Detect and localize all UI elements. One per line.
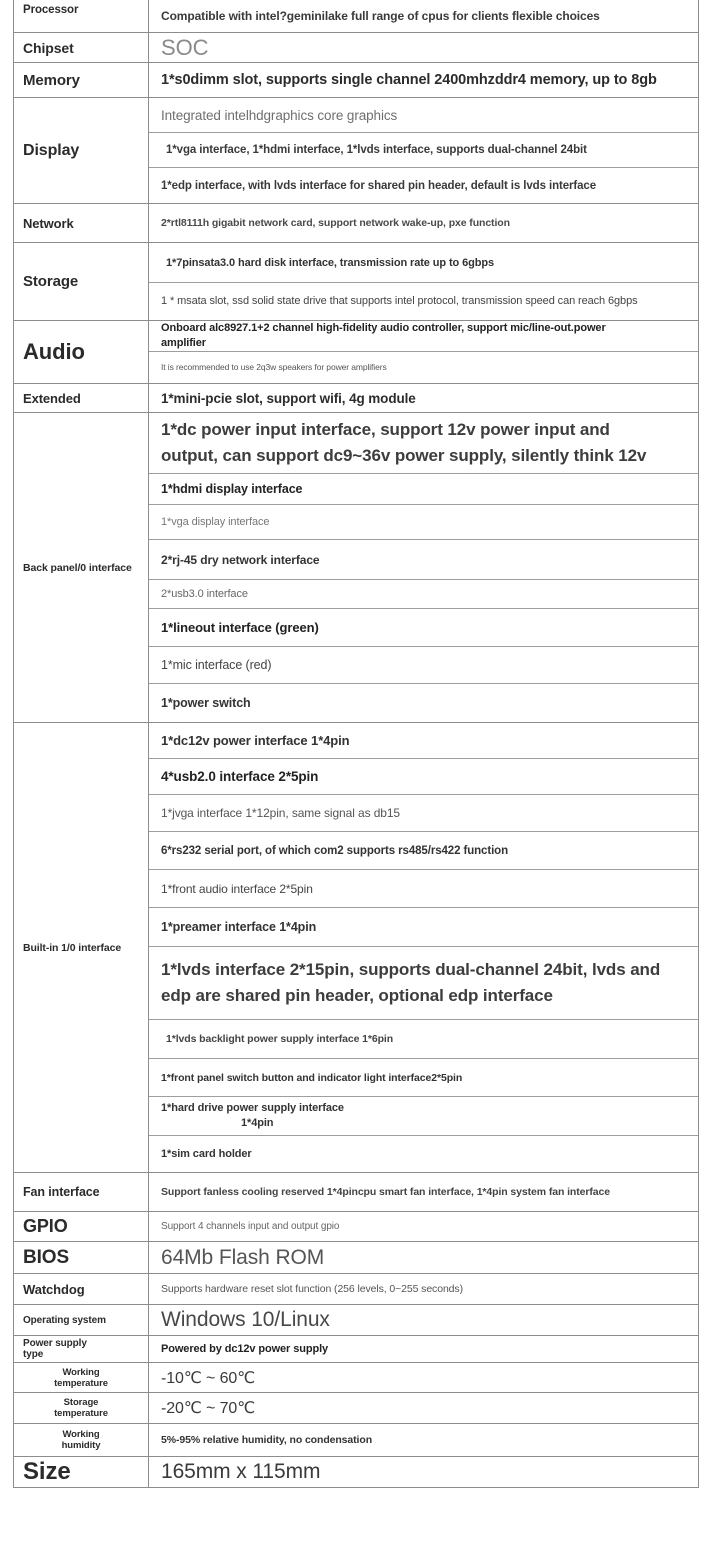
value-display-edp: 1*edp interface, with lvds interface for shared pin header, default is lvds interface (161, 179, 597, 192)
value-bi-preamer: 1*preamer interface 1*4pin (149, 908, 698, 947)
value-extended: 1*mini-pcie slot, support wifi, 4g module (161, 390, 416, 406)
label-storage-temp: Storage temperature (14, 1393, 149, 1423)
label-humidity: Working humidity (14, 1424, 149, 1456)
section-audio (14, 321, 698, 384)
value-processor: Compatible with intel?geminilake full range of cpus for clients flexible choices (161, 9, 600, 23)
section-fan (14, 1173, 698, 1212)
label-processor: Processor (14, 0, 149, 32)
section-network (14, 204, 698, 243)
value-bi-front-panel: 1*front panel switch button and indicator light interface2*5pin (149, 1059, 698, 1097)
value-watchdog: Supports hardware reset slot function (256 levels, 0~255 seconds) (161, 1283, 463, 1295)
section-processor (14, 0, 698, 33)
value-bp-dc-power: 1*dc power input interface, support 12v power input and output, can support dc9~36v power supply, silently think 12v (149, 413, 698, 474)
section-os (14, 1305, 698, 1336)
section-power-supply (14, 1336, 698, 1363)
value-network: 2*rtl8111h gigabit network card, support network wake-up, pxe function (161, 217, 510, 229)
value-humidity: 5%-95% relative humidity, no condensation (161, 1434, 373, 1446)
section-storage (14, 243, 698, 321)
value-bp-usb3: 2*usb3.0 interface (149, 580, 698, 609)
section-built-in (14, 723, 698, 1173)
label-storage: Storage (14, 243, 149, 320)
value-bp-mic: 1*mic interface (red) (149, 647, 698, 684)
value-bi-front-audio: 1*front audio interface 2*5pin (149, 870, 698, 908)
label-back-panel: Back panel/0 interface (14, 413, 149, 722)
value-bp-hdmi: 1*hdmi display interface (149, 474, 698, 505)
value-storage-msata: 1 * msata slot, ssd solid state drive that supports intel protocol, transmission speed can reach 6gbps (161, 294, 638, 307)
value-bios: 64Mb Flash ROM (161, 1245, 325, 1269)
section-chipset (14, 33, 698, 63)
value-storage-sata: 1*7pinsata3.0 hard disk interface, transmission rate up to 6gbps (149, 243, 698, 283)
label-built-in: Built-in 1/0 interface (14, 723, 149, 1172)
value-bi-rs232: 6*rs232 serial port, of which com2 supports rs485/rs422 function (149, 832, 698, 870)
label-chipset: Chipset (14, 33, 149, 62)
section-humidity (14, 1424, 698, 1457)
label-memory: Memory (14, 63, 149, 97)
value-bp-power-switch: 1*power switch (161, 696, 251, 710)
value-bp-lineout: 1*lineout interface (green) (149, 609, 698, 647)
section-watchdog (14, 1274, 698, 1305)
label-fan: Fan interface (14, 1173, 149, 1211)
value-fan: Support fanless cooling reserved 1*4pincpu smart fan interface, 1*4pin system fan interface (161, 1186, 610, 1198)
value-audio-controller: Onboard alc8927.1+2 channel high-fidelity audio controller, support mic/line-out.power amplifier (149, 321, 698, 352)
value-os: Windows 10/Linux (161, 1308, 330, 1331)
section-size (14, 1457, 698, 1487)
section-back-panel (14, 413, 698, 723)
label-bios: BIOS (14, 1242, 149, 1273)
label-watchdog: Watchdog (14, 1274, 149, 1304)
value-working-temp: -10℃ ~ 60℃ (161, 1369, 256, 1387)
value-memory: 1*s0dimm slot, supports single channel 2400mhzddr4 memory, up to 8gb (161, 72, 657, 88)
section-memory (14, 63, 698, 98)
spec-table (13, 0, 699, 1488)
label-extended: Extended (14, 384, 149, 412)
section-storage-temp (14, 1393, 698, 1424)
section-working-temp (14, 1363, 698, 1393)
label-power-supply: Power supply type (14, 1336, 149, 1362)
value-bi-usb2: 4*usb2.0 interface 2*5pin (149, 759, 698, 795)
label-os: Operating system (14, 1305, 149, 1335)
value-audio-note: It is recommended to use 2q3w speakers for power amplifiers (161, 361, 387, 372)
value-bi-jvga: 1*jvga interface 1*12pin, same signal as db15 (149, 795, 698, 832)
value-gpio: Support 4 channels input and output gpio (161, 1221, 340, 1232)
label-display: Display (14, 98, 149, 203)
label-working-temp: Working temperature (14, 1363, 149, 1392)
value-bi-lvds-backlight: 1*lvds backlight power supply interface 1*6pin (149, 1020, 698, 1059)
value-size: 165mm x 115mm (161, 1460, 321, 1483)
value-bi-lvds: 1*lvds interface 2*15pin, supports dual-channel 24bit, lvds and edp are shared pin header, optional edp interface (149, 947, 698, 1020)
value-bi-hdd-power: 1*hard drive power supply interface 1*4pin (149, 1097, 698, 1136)
section-bios (14, 1242, 698, 1274)
value-power-supply: Powered by dc12v power supply (161, 1343, 329, 1355)
value-display-graphics: Integrated intelhdgraphics core graphics (149, 98, 698, 133)
section-display (14, 98, 698, 204)
value-chipset: SOC (161, 34, 209, 60)
value-bi-sim: 1*sim card holder (161, 1148, 252, 1160)
value-storage-temp: -20℃ ~ 70℃ (161, 1400, 256, 1417)
value-bi-dc12v: 1*dc12v power interface 1*4pin (149, 723, 698, 759)
value-display-ports: 1*vga interface, 1*hdmi interface, 1*lvds interface, supports dual-channel 24bit (149, 133, 698, 168)
value-bp-vga: 1*vga display interface (149, 505, 698, 540)
label-size: Size (14, 1457, 149, 1487)
label-audio: Audio (14, 321, 149, 383)
value-bp-rj45: 2*rj-45 dry network interface (149, 540, 698, 580)
label-gpio: GPIO (14, 1212, 149, 1241)
section-gpio (14, 1212, 698, 1242)
label-network: Network (14, 204, 149, 242)
section-extended (14, 384, 698, 413)
